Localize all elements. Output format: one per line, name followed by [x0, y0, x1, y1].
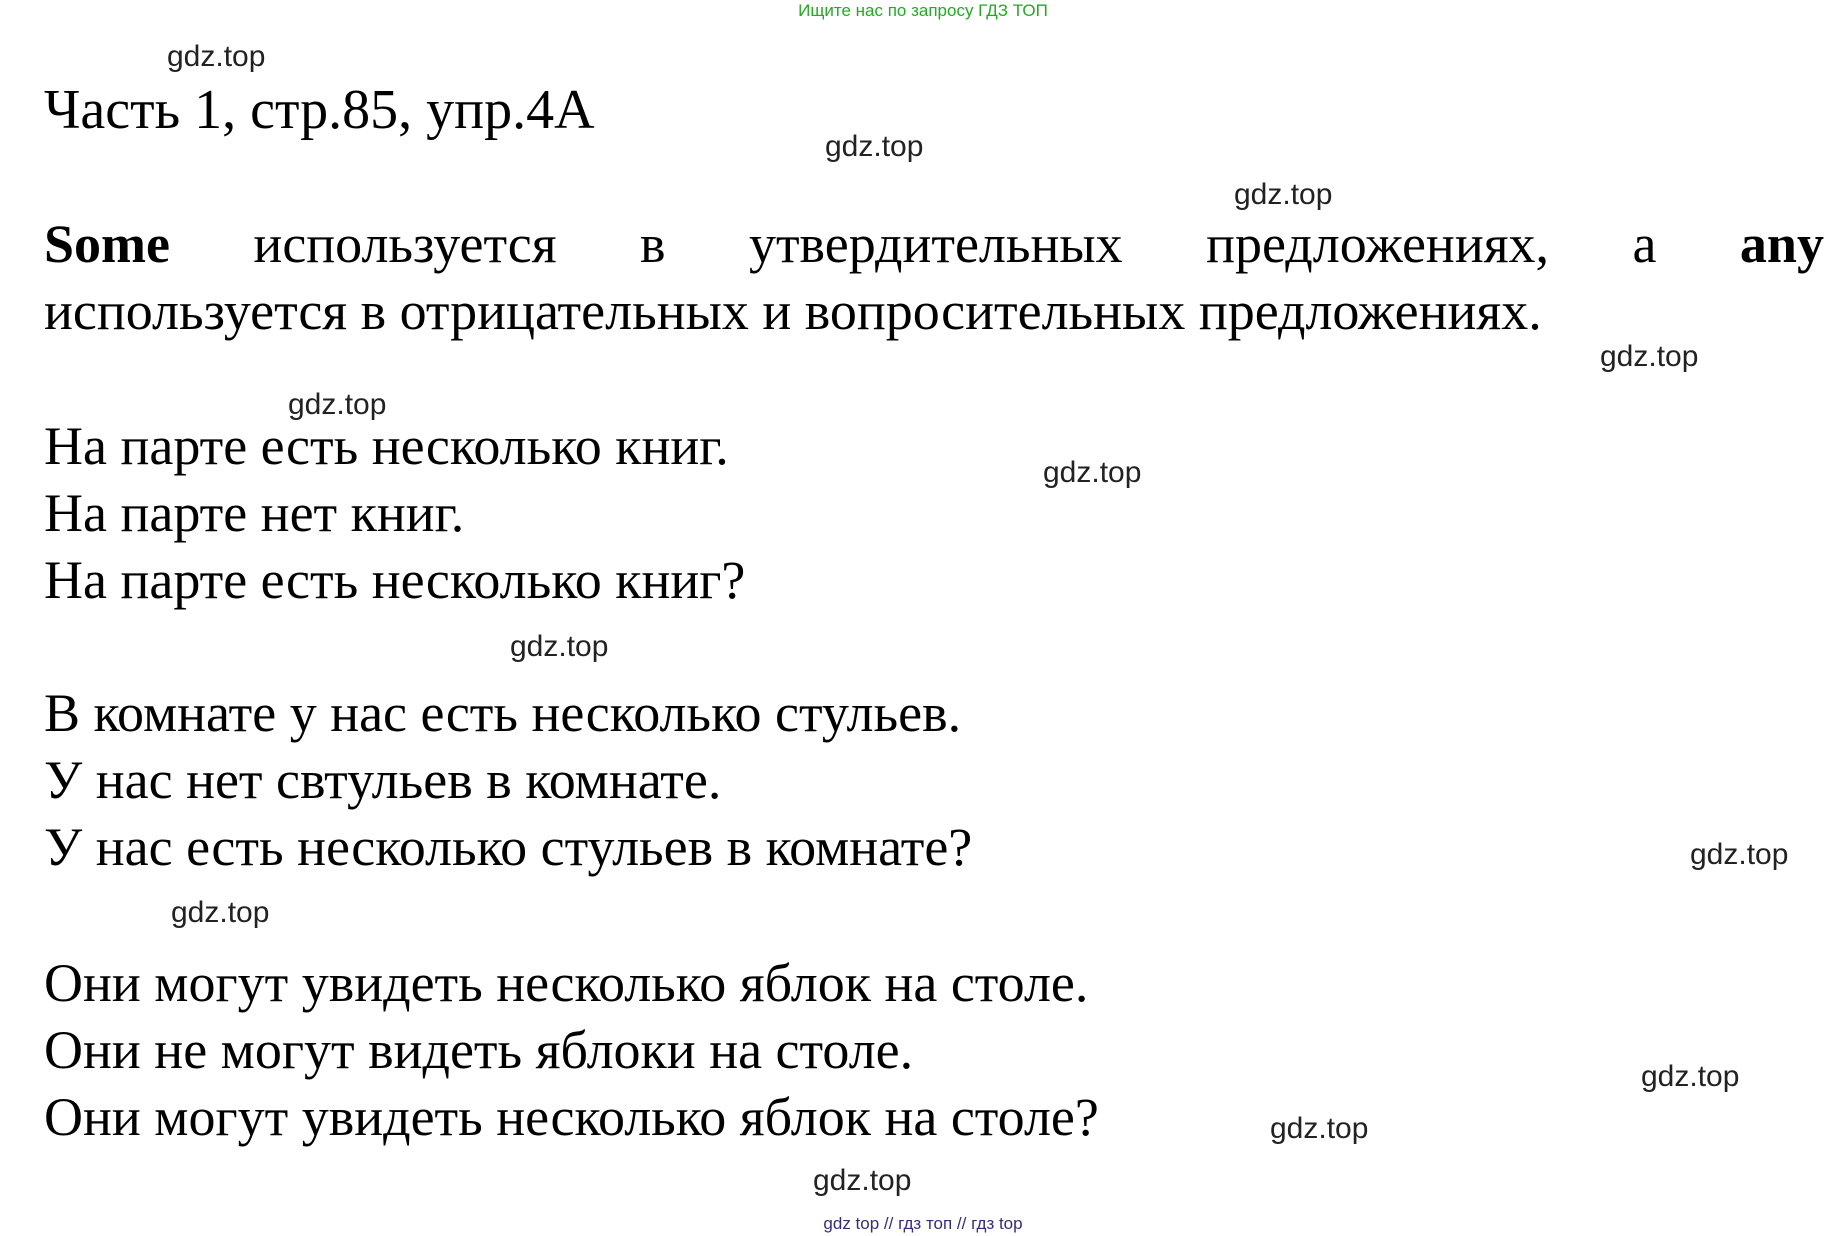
watermark: gdz.top — [288, 388, 387, 421]
sentence-group-chairs — [44, 680, 972, 881]
rule-word: используется — [253, 214, 557, 274]
footer-watermark: gdz top // гдз топ // гдз top — [823, 1214, 1023, 1233]
sentence: Они могут увидеть несколько яблок на столе? — [44, 1087, 1099, 1147]
rule-word: предложениях, — [1206, 214, 1550, 274]
rule-line-2: используется в отрицательных и вопросительных предложениях. — [44, 281, 1542, 341]
watermark: gdz.top — [1234, 178, 1333, 211]
watermark: gdz.top — [1600, 340, 1699, 373]
watermark: gdz.top — [1270, 1112, 1369, 1145]
rule-word: в — [640, 214, 666, 274]
rule-word: а — [1632, 214, 1657, 274]
watermark: gdz.top — [1690, 838, 1789, 871]
page-title: Часть 1, стр.85, упр.4А — [44, 79, 595, 141]
watermark: gdz.top — [825, 130, 924, 163]
sentence: Они не могут видеть яблоки на столе. — [44, 1020, 914, 1080]
sentence-group-apples — [44, 950, 1099, 1151]
sentence: На парте нет книг. — [44, 483, 465, 543]
watermark: gdz.top — [1043, 456, 1142, 489]
rule-line-1 — [44, 211, 1824, 278]
sentence: В комнате у нас есть несколько стульев. — [44, 683, 962, 743]
sentence: У нас есть несколько стульев в комнате? — [44, 817, 973, 877]
watermark: gdz.top — [167, 40, 266, 73]
keyword-any: any — [1739, 214, 1824, 274]
sentence: На парте есть несколько книг. — [44, 416, 729, 476]
keyword-some: Some — [44, 214, 170, 274]
sentence: На парте есть несколько книг? — [44, 550, 746, 610]
rule-word: утвердительных — [748, 214, 1123, 274]
watermark: gdz.top — [1641, 1060, 1740, 1093]
watermark: gdz.top — [171, 896, 270, 929]
sentence: Они могут увидеть несколько яблок на столе. — [44, 953, 1089, 1013]
top-banner: Ищите нас по запросу ГДЗ ТОП — [798, 1, 1048, 20]
watermark: gdz.top — [510, 630, 609, 663]
watermark: gdz.top — [813, 1164, 912, 1197]
sentence: У нас нет свтульев в комнате. — [44, 750, 722, 810]
rule-paragraph — [44, 211, 1824, 345]
sentence-group-books — [44, 413, 745, 614]
